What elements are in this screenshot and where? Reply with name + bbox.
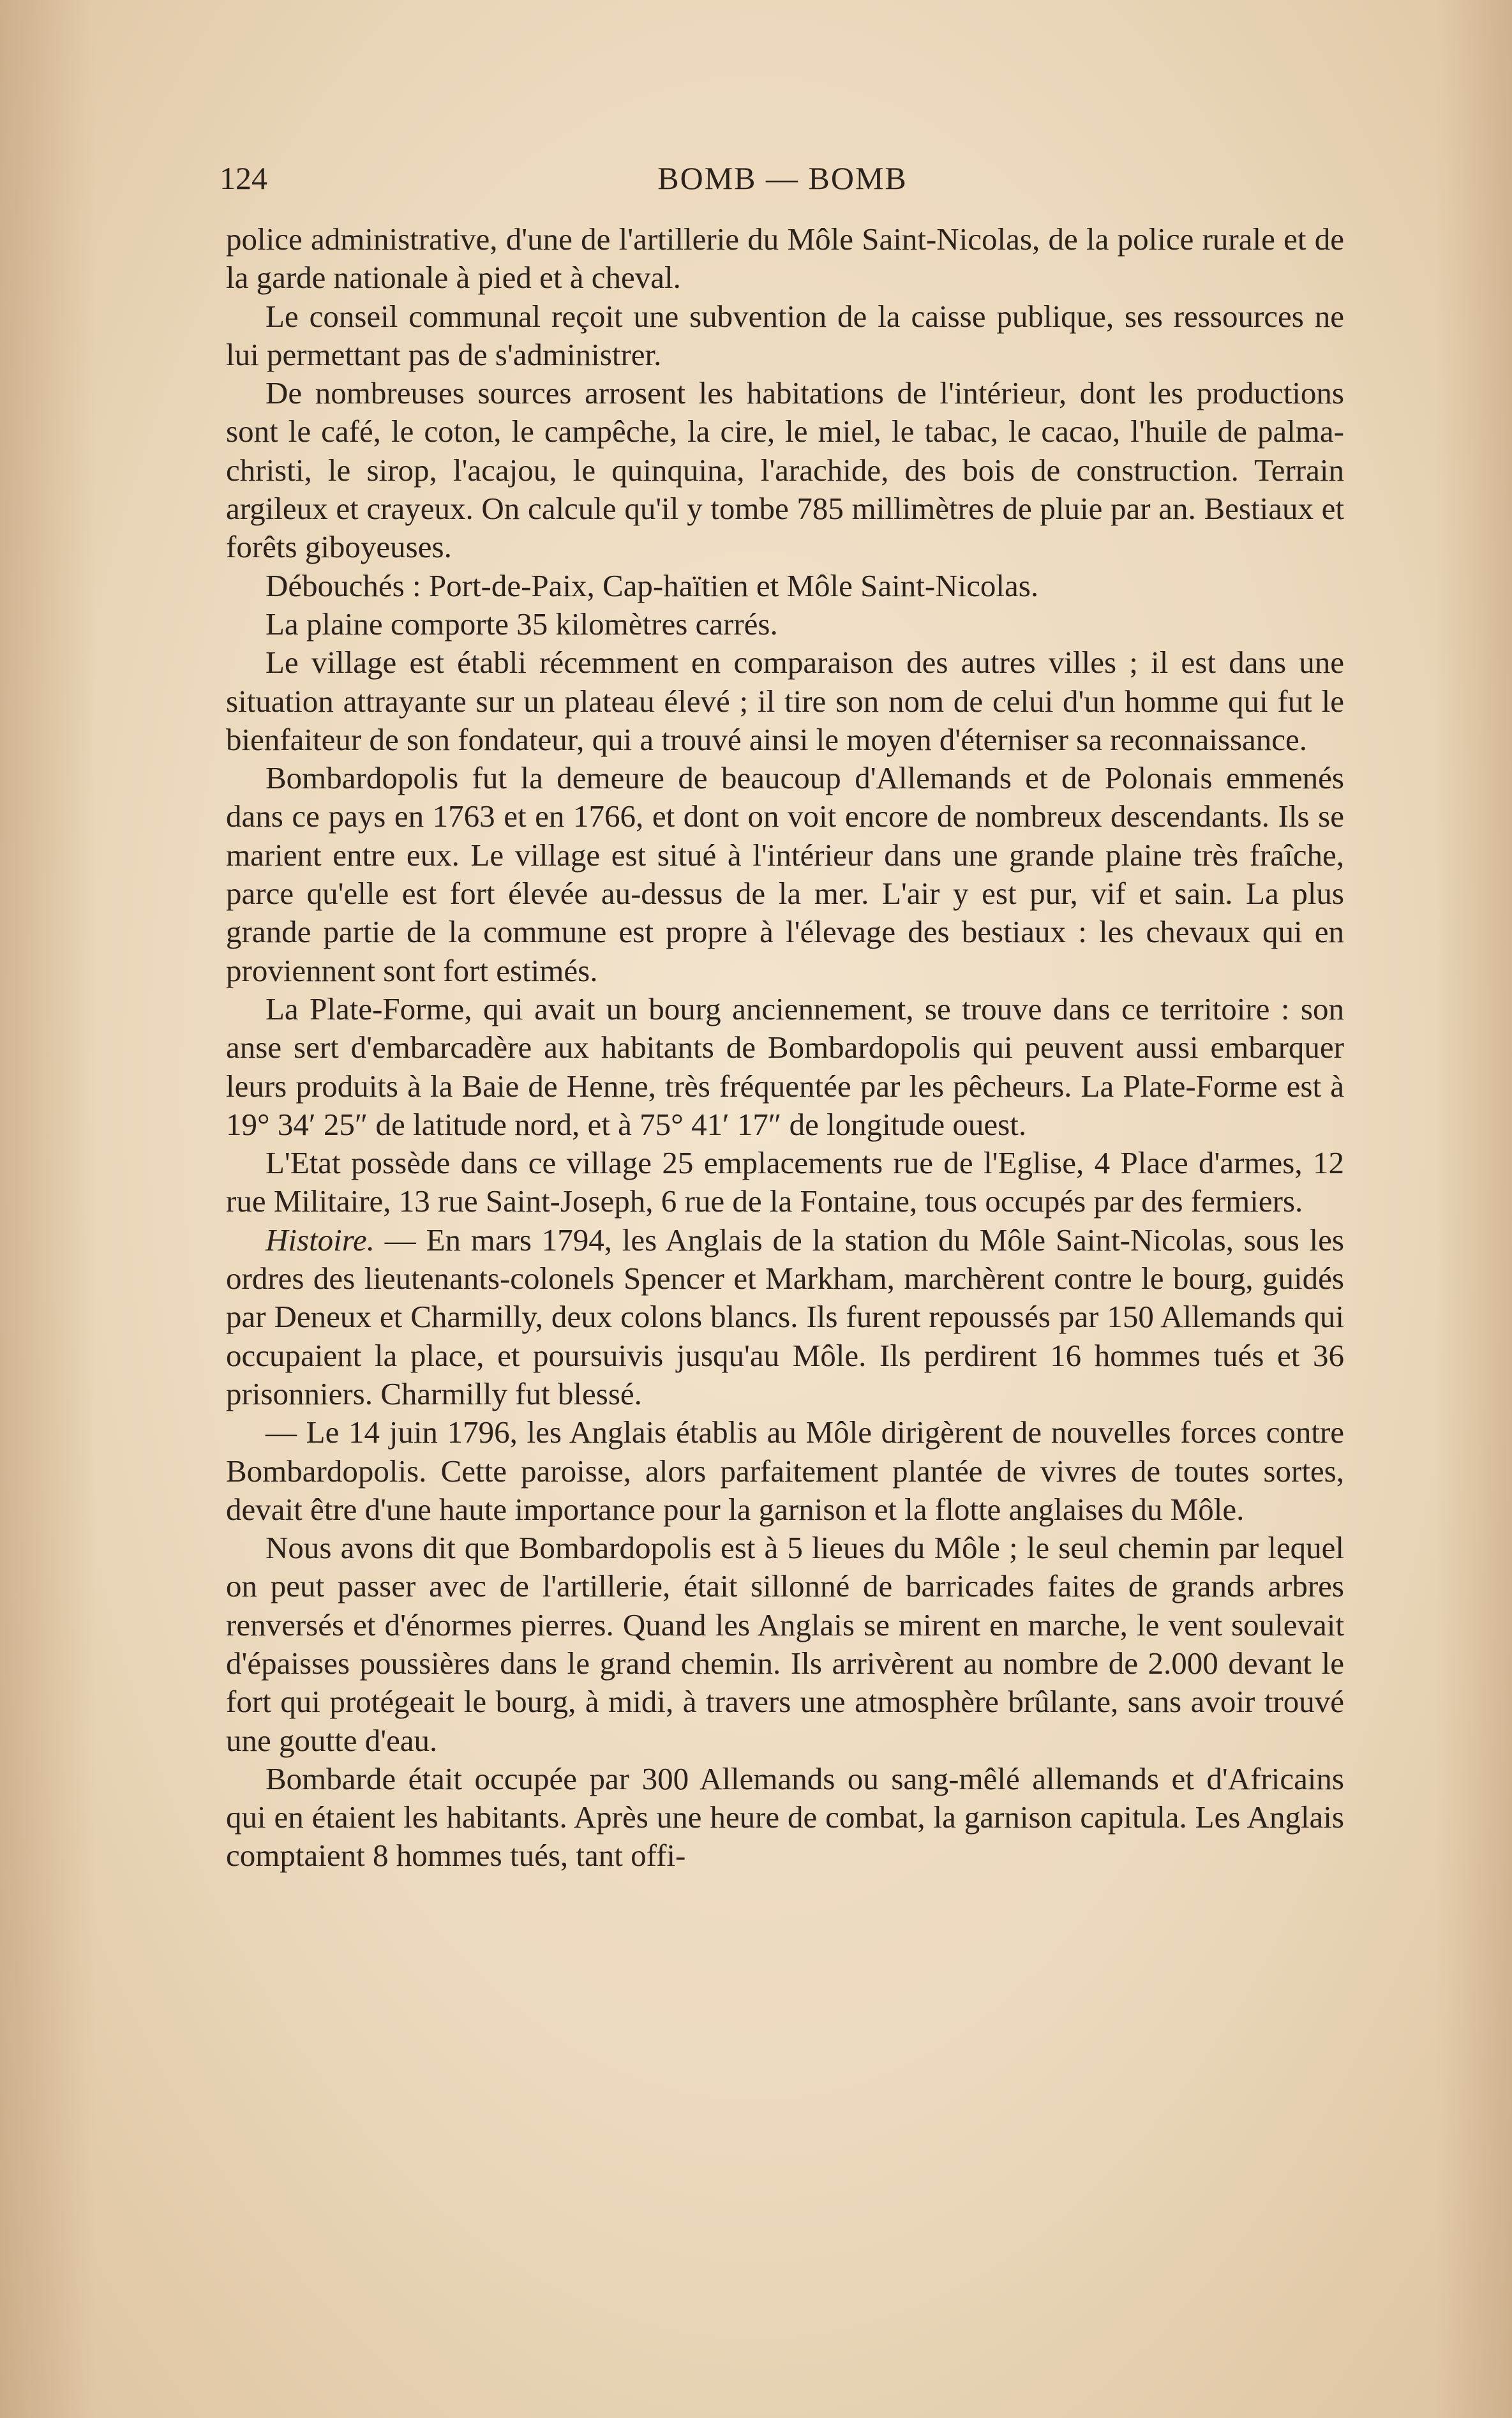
page-header: [220, 160, 1345, 204]
page-number: 124: [220, 160, 267, 196]
paragraph-histoire: [226, 1221, 1344, 1413]
paragraph: Bombardopolis fut la demeure de beaucoup d'Allemands et de Polonais emmenés dans ce pays en 1763 et en 1766, et dont on voit encore de nombreux descendants. Ils se marient entre eux. Le village est situé à l'intérieur dans une grande plaine très fraîche, parce qu'elle est fort élevée au-dessus de la mer. L'air y est pur, vif et sain. La plus grande partie de la commune est propre à l'élevage des bestiaux : les chevaux qui en proviennent sont fort estimés.: [226, 760, 1344, 988]
paragraph-text: — En mars 1794, les Anglais de la station du Môle Saint-Nicolas, sous les ordres des lieutenants-colonels Spencer et Markham, marchèrent contre le bourg, guidés par Deneux et Charmilly, deux colons blancs. Ils furent repoussés par 150 Allemands qui occupaient la place, et poursuivis jusqu'au Môle. Ils perdirent 16 hommes tués et 36 prisonniers. Charmilly fut blessé.: [226, 1222, 1344, 1411]
paragraph: De nombreuses sources arrosent les habitations de l'intérieur, dont les productions sont le café, le coton, le campêche, la cire, le miel, le tabac, le cacao, l'huile de palma-christi, le sirop, l'acajou, le quinquina, l'arachide, des bois de construction. Terrain argileux et crayeux. On calcule qu'il y tombe 785 millimètres de pluie par an. Bestiaux et forêts giboyeuses.: [226, 375, 1344, 565]
paragraph: — Le 14 juin 1796, les Anglais établis au Môle dirigèrent de nouvelles forces contre Bombardopolis. Cette paroisse, alors parfaitement plantée de vivres de toutes sortes, devait être d'une haute importance pour la garnison et la flotte anglaises du Môle.: [226, 1415, 1344, 1527]
paragraph: Le conseil communal reçoit une subvention de la caisse publique, ses ressources ne lui permettant pas de s'administrer.: [226, 298, 1344, 372]
paragraph: Bombarde était occupée par 300 Allemands ou sang-mêlé allemands et d'Africains qui en étaient les habitants. Après une heure de combat, la garnison capitula. Les Anglais comptaient 8 hommes tués, tant offi-: [226, 1761, 1344, 1874]
section-label: Histoire.: [266, 1222, 375, 1258]
paragraph: La Plate-Forme, qui avait un bourg anciennement, se trouve dans ce territoire : son anse sert d'embarcadère aux habitants de Bombardopolis qui peuvent aussi embarquer leurs produits à la Baie de Henne, très fréquentée par les pêcheurs. La Plate-Forme est à 19° 34′ 25″ de latitude nord, et à 75° 41′ 17″ de longitude ouest.: [226, 991, 1344, 1142]
body-text: [226, 220, 1344, 1875]
running-title: BOMB — BOMB: [657, 160, 908, 196]
paragraph: Débouchés : Port-de-Paix, Cap-haïtien et Môle Saint-Nicolas.: [266, 567, 1039, 603]
paragraph: La plaine comporte 35 kilomètres carrés.: [266, 606, 778, 642]
paragraph: L'Etat possède dans ce village 25 emplacements rue de l'Eglise, 4 Place d'armes, 12 rue Militaire, 13 rue Saint-Joseph, 6 rue de la Fontaine, tous occupés par des fermiers.: [226, 1145, 1344, 1219]
left-edge-shading: [0, 0, 96, 2418]
paragraph: Le village est établi récemment en comparaison des autres villes ; il est dans une situation attrayante sur un plateau élevé ; il tire son nom de celui d'un homme qui fut le bienfaiteur de son fondateur, qui a trouvé ainsi le moyen d'éterniser sa reconnaissance.: [226, 645, 1344, 757]
right-edge-shading: [1435, 0, 1512, 2418]
paragraph: police administrative, d'une de l'artillerie du Môle Saint-Nicolas, de la police rurale et de la garde nationale à pied et à cheval.: [226, 222, 1344, 296]
paragraph: Nous avons dit que Bombardopolis est à 5 lieues du Môle ; le seul chemin par lequel on peut passer avec de l'artillerie, était sillonné de barricades faites de grands arbres renversés et d'énormes pierres. Quand les Anglais se mirent en marche, le vent soulevait d'épaisses poussières dans le grand chemin. Ils arrivèrent au nombre de 2.000 devant le fort qui protégeait le bourg, à midi, à travers une atmosphère brûlante, sans avoir trouvé une goutte d'eau.: [226, 1530, 1344, 1758]
